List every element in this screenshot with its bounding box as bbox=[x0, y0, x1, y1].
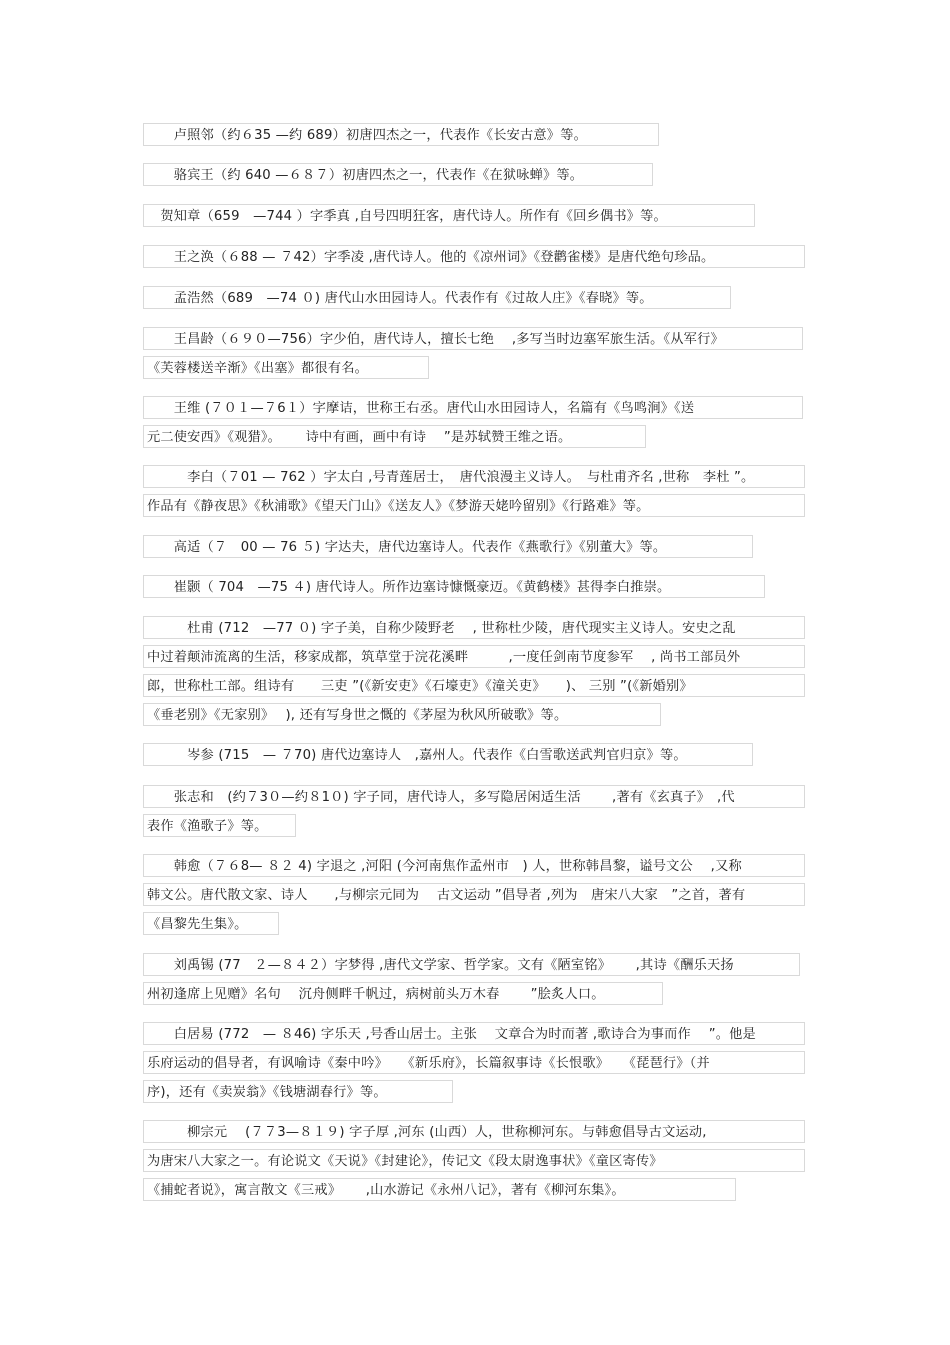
poet-entry bbox=[143, 616, 805, 726]
poet-entry bbox=[143, 465, 805, 517]
poet-entry bbox=[143, 743, 753, 766]
poet-entry-line: 孟浩然（689 —74 ０) 唐代山水田园诗人。代表作有《过故人庄》《春晓》等。 bbox=[143, 286, 731, 309]
poet-entry bbox=[143, 123, 659, 146]
poet-entry-line: 韩文公。唐代散文家、诗人 ,与柳宗元同为 古文运动 ”倡导者 ,列为 唐宋八大家 ”之首，著有 bbox=[143, 883, 805, 906]
poet-entry bbox=[143, 396, 803, 448]
poet-entry-line: 柳宗元 (７７3—８１９) 字子厚 ,河东 (山西）人，世称柳河东。与韩愈倡导古文运动, bbox=[143, 1120, 805, 1143]
poet-entry-line: 表作《渔歌子》等。 bbox=[143, 814, 296, 837]
poet-entry bbox=[143, 286, 731, 309]
poet-entry-line: 李白（７01 — 762 ）字太白 ,号青莲居士， 唐代浪漫主义诗人。 与杜甫齐名 ,世称 李杜 ”。 bbox=[143, 465, 805, 488]
poet-entry bbox=[143, 1022, 805, 1103]
poet-entry-line: 杜甫 (712 —77 ０) 字子美，自称少陵野老 , 世称杜少陵，唐代现实主义诗人。安史之乱 bbox=[143, 616, 805, 639]
poet-entry bbox=[143, 245, 805, 268]
poet-entry-line: 崔颢（ 704 —75 ４) 唐代诗人。所作边塞诗慷慨豪迈。《黄鹤楼》甚得李白推崇。 bbox=[143, 575, 765, 598]
poet-entry bbox=[143, 327, 803, 379]
poet-entry-line: 岑参 (715 — ７70) 唐代边塞诗人 ,嘉州人。代表作《白雪歌送武判官归京》等。 bbox=[143, 743, 753, 766]
poet-entry-line: 韩愈（７６8— ８２ 4) 字退之 ,河阳 (今河南焦作孟州市 ) 人，世称韩昌黎，谥号文公 ,又称 bbox=[143, 854, 805, 877]
poet-entry-line: 白居易 (772 — ８46) 字乐天 ,号香山居士。主张 文章合为时而著 ,歌诗合为事而作 ”。他是 bbox=[143, 1022, 805, 1045]
poet-entry-line: 郎，世称杜工部。组诗有 三吏 ”(《新安吏》《石壕吏》《潼关吏》 )、 三别 ”(《新婚别》 bbox=[143, 674, 805, 697]
poet-entry bbox=[143, 854, 805, 935]
poet-entry-line: 中过着颠沛流离的生活，移家成都，筑草堂于浣花溪畔 ,一度任剑南节度参军 , 尚书工部员外 bbox=[143, 645, 805, 668]
poet-entry-line: 州初逢席上见赠》名句 沉舟侧畔千帆过，病树前头万木春 ”脍炙人口。 bbox=[143, 982, 663, 1005]
poet-entry-line: 序)，还有《卖炭翁》《钱塘湖春行》等。 bbox=[143, 1080, 453, 1103]
poet-entry bbox=[143, 1120, 805, 1201]
poet-entry-line: 王维 (７０１—７6１）字摩诘，世称王右丞。唐代山水田园诗人，名篇有《鸟鸣涧》《送 bbox=[143, 396, 803, 419]
poet-entry-line: 《芙蓉楼送辛渐》《出塞》都很有名。 bbox=[143, 356, 429, 379]
poet-entry-line: 作品有《静夜思》《秋浦歌》《望天门山》《送友人》《梦游天姥吟留别》《行路难》等。 bbox=[143, 494, 805, 517]
poet-entry-line: 贺知章（659 —744 ）字季真 ,自号四明狂客，唐代诗人。所作有《回乡偶书》等。 bbox=[143, 204, 755, 227]
poet-entry-line: 《昌黎先生集》。 bbox=[143, 912, 279, 935]
poet-entry bbox=[143, 535, 753, 558]
poet-entry bbox=[143, 204, 755, 227]
poet-entry bbox=[143, 163, 653, 186]
poet-entry-line: 为唐宋八大家之一。有论说文《天说》《封建论》，传记文《段太尉逸事状》《童区寄传》 bbox=[143, 1149, 805, 1172]
poet-entry bbox=[143, 785, 805, 837]
poet-entry bbox=[143, 575, 765, 598]
poet-entry-line: 高适（７ 00 — 76 ５) 字达夫，唐代边塞诗人。代表作《燕歌行》《别董大》等。 bbox=[143, 535, 753, 558]
poet-entry-line: 《捕蛇者说》，寓言散文《三戒》 ,山水游记《永州八记》，著有《柳河东集》。 bbox=[143, 1178, 736, 1201]
poet-entry-line: 骆宾王（约 640 —６８７）初唐四杰之一，代表作《在狱咏蝉》等。 bbox=[143, 163, 653, 186]
poet-entry-line: 乐府运动的倡导者，有讽喻诗《秦中吟》 《新乐府》，长篇叙事诗《长恨歌》 《琵琶行》（并 bbox=[143, 1051, 805, 1074]
poet-entry-line: 王之涣（６88 — ７42）字季凌 ,唐代诗人。他的《凉州词》《登鹳雀楼》是唐代绝句珍品。 bbox=[143, 245, 805, 268]
poet-entry-line: 卢照邻（约６35 —约 689）初唐四杰之一，代表作《长安古意》等。 bbox=[143, 123, 659, 146]
poet-entry-line: 元二使安西》《观猎》。 诗中有画，画中有诗 ”是苏轼赞王维之语。 bbox=[143, 425, 646, 448]
poet-entry bbox=[143, 953, 800, 1005]
poet-entry-line: 《垂老别》《无家别》 ), 还有写身世之慨的《茅屋为秋风所破歌》等。 bbox=[143, 703, 661, 726]
poet-entry-line: 王昌龄（６９０—756）字少伯，唐代诗人，擅长七绝 ,多写当时边塞军旅生活。《从军行》 bbox=[143, 327, 803, 350]
poet-entry-line: 刘禹锡 (77 ２—８４２）字梦得 ,唐代文学家、哲学家。文有《陋室铭》 ,其诗《酬乐天扬 bbox=[143, 953, 800, 976]
poet-entry-line: 张志和 (约７3０—约８1０) 字子同，唐代诗人，多写隐居闲适生活 ,著有《玄真子》 ,代 bbox=[143, 785, 805, 808]
